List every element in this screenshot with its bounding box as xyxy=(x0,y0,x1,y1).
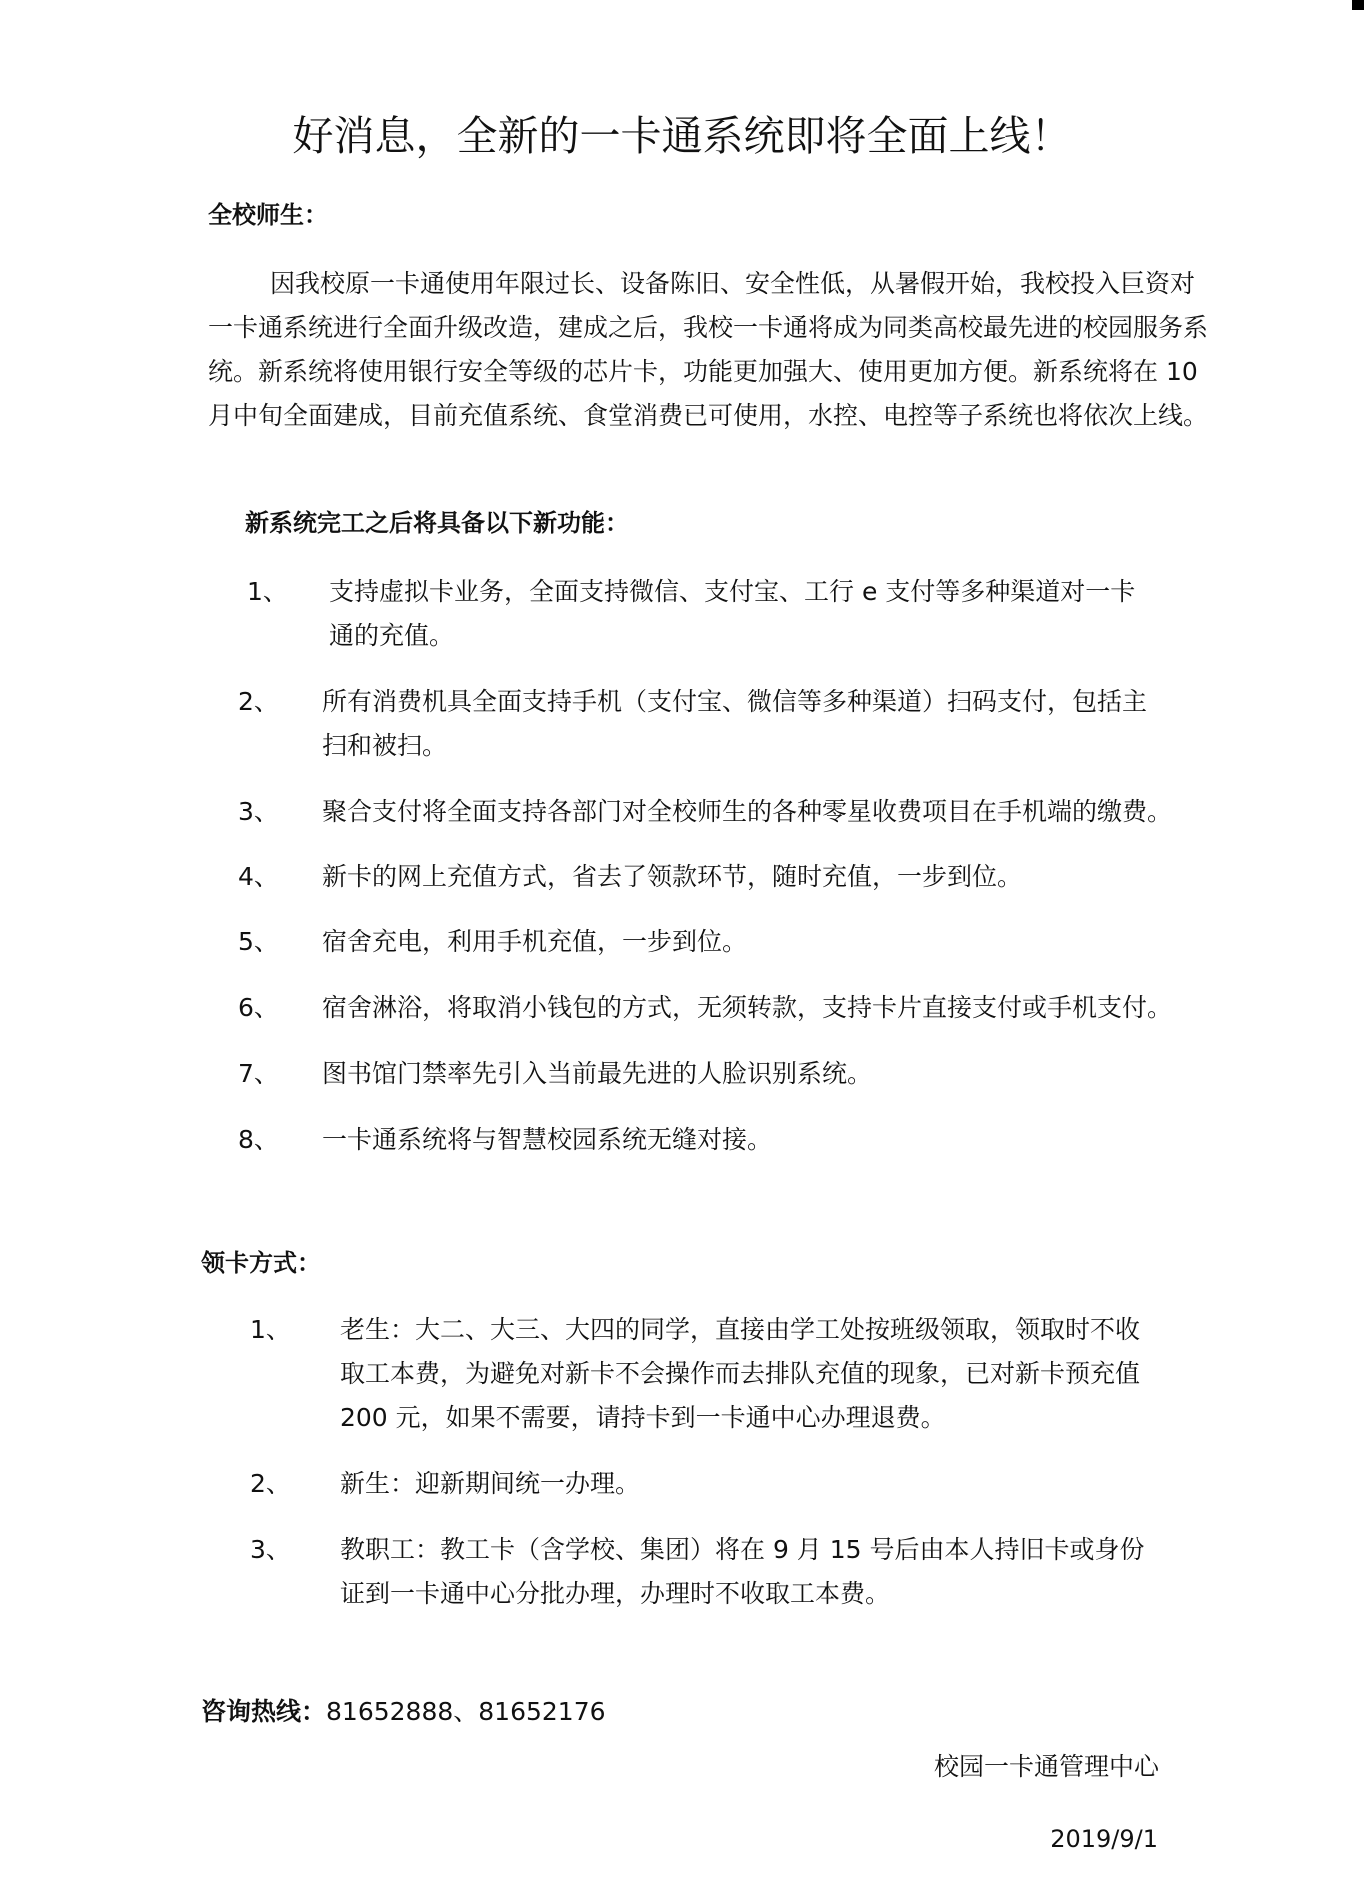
card-heading: 领卡方式： xyxy=(201,1249,321,1277)
card-method-number: 3、 xyxy=(250,1535,291,1564)
card-method-number: 2、 xyxy=(250,1469,291,1498)
card-method-number: 1、 xyxy=(250,1315,291,1344)
feature-number: 5、 xyxy=(238,927,279,956)
feature-number: 6、 xyxy=(238,993,279,1022)
page-title: 好消息，全新的一卡通系统即将全面上线！ xyxy=(292,112,1072,160)
feature-text: 支持虚拟卡业务，全面支持微信、支付宝、工行 e 支付等多种渠道对一卡通的充值。 xyxy=(329,577,1136,650)
feature-text: 宿舍淋浴，将取消小钱包的方式，无须转款，支持卡片直接支付或手机支付。 xyxy=(322,993,1173,1022)
feature-number: 7、 xyxy=(238,1059,279,1088)
hotline-label: 咨询热线： xyxy=(201,1697,327,1726)
feature-number: 3、 xyxy=(238,797,279,826)
feature-text: 所有消费机具全面支持手机（支付宝、微信等多种渠道）扫码支付，包括主扫和被扫。 xyxy=(322,687,1148,760)
issue-date: 2019/9/1 xyxy=(1050,1825,1158,1853)
feature-number: 1、 xyxy=(247,577,288,606)
card-method-text: 新生：迎新期间统一办理。 xyxy=(340,1469,641,1498)
feature-text: 图书馆门禁率先引入当前最先进的人脸识别系统。 xyxy=(322,1059,873,1088)
feature-text: 聚合支付将全面支持各部门对全校师生的各种零星收费项目在手机端的缴费。 xyxy=(322,797,1173,826)
salutation: 全校师生： xyxy=(208,201,328,229)
feature-text: 新卡的网上充值方式，省去了领款环节，随时充值，一步到位。 xyxy=(322,862,1023,891)
card-method-text: 老生：大二、大三、大四的同学，直接由学工处按班级领取，领取时不收取工本费，为避免对新卡不会操作而去排队充值的现象，已对新卡预充值 200 元，如果不需要，请持卡到一卡通中心办理退费。 xyxy=(340,1315,1141,1432)
feature-number: 4、 xyxy=(238,862,279,891)
issuing-organization: 校园一卡通管理中心 xyxy=(933,1752,1159,1781)
hotline-numbers: 81652888、81652176 xyxy=(326,1697,606,1726)
features-heading: 新系统完工之后将具备以下新功能： xyxy=(245,509,629,537)
feature-number: 2、 xyxy=(238,687,279,716)
corner-mark xyxy=(1352,0,1364,10)
feature-number: 8、 xyxy=(238,1125,279,1154)
feature-text: 一卡通系统将与智慧校园系统无缝对接。 xyxy=(322,1125,773,1154)
hotline xyxy=(201,1695,606,1729)
feature-text: 宿舍充电，利用手机充值，一步到位。 xyxy=(322,927,748,956)
card-method-text: 教职工：教工卡（含学校、集团）将在 9 月 15 号后由本人持旧卡或身份证到一卡通中心分批办理，办理时不收取工本费。 xyxy=(340,1535,1145,1608)
intro-paragraph: 因我校原一卡通使用年限过长、设备陈旧、安全性低，从暑假开始，我校投入巨资对一卡通系统进行全面升级改造，建成之后，我校一卡通将成为同类高校最先进的校园服务系统。新系统将使用银行安全等级的芯片卡，功能更加强大、使用更加方便。新系统将在 10 月中旬全面建成，目前充值系统、食堂消费已可使用，水控、电控等子系统也将依次上线。 xyxy=(208,269,1209,430)
